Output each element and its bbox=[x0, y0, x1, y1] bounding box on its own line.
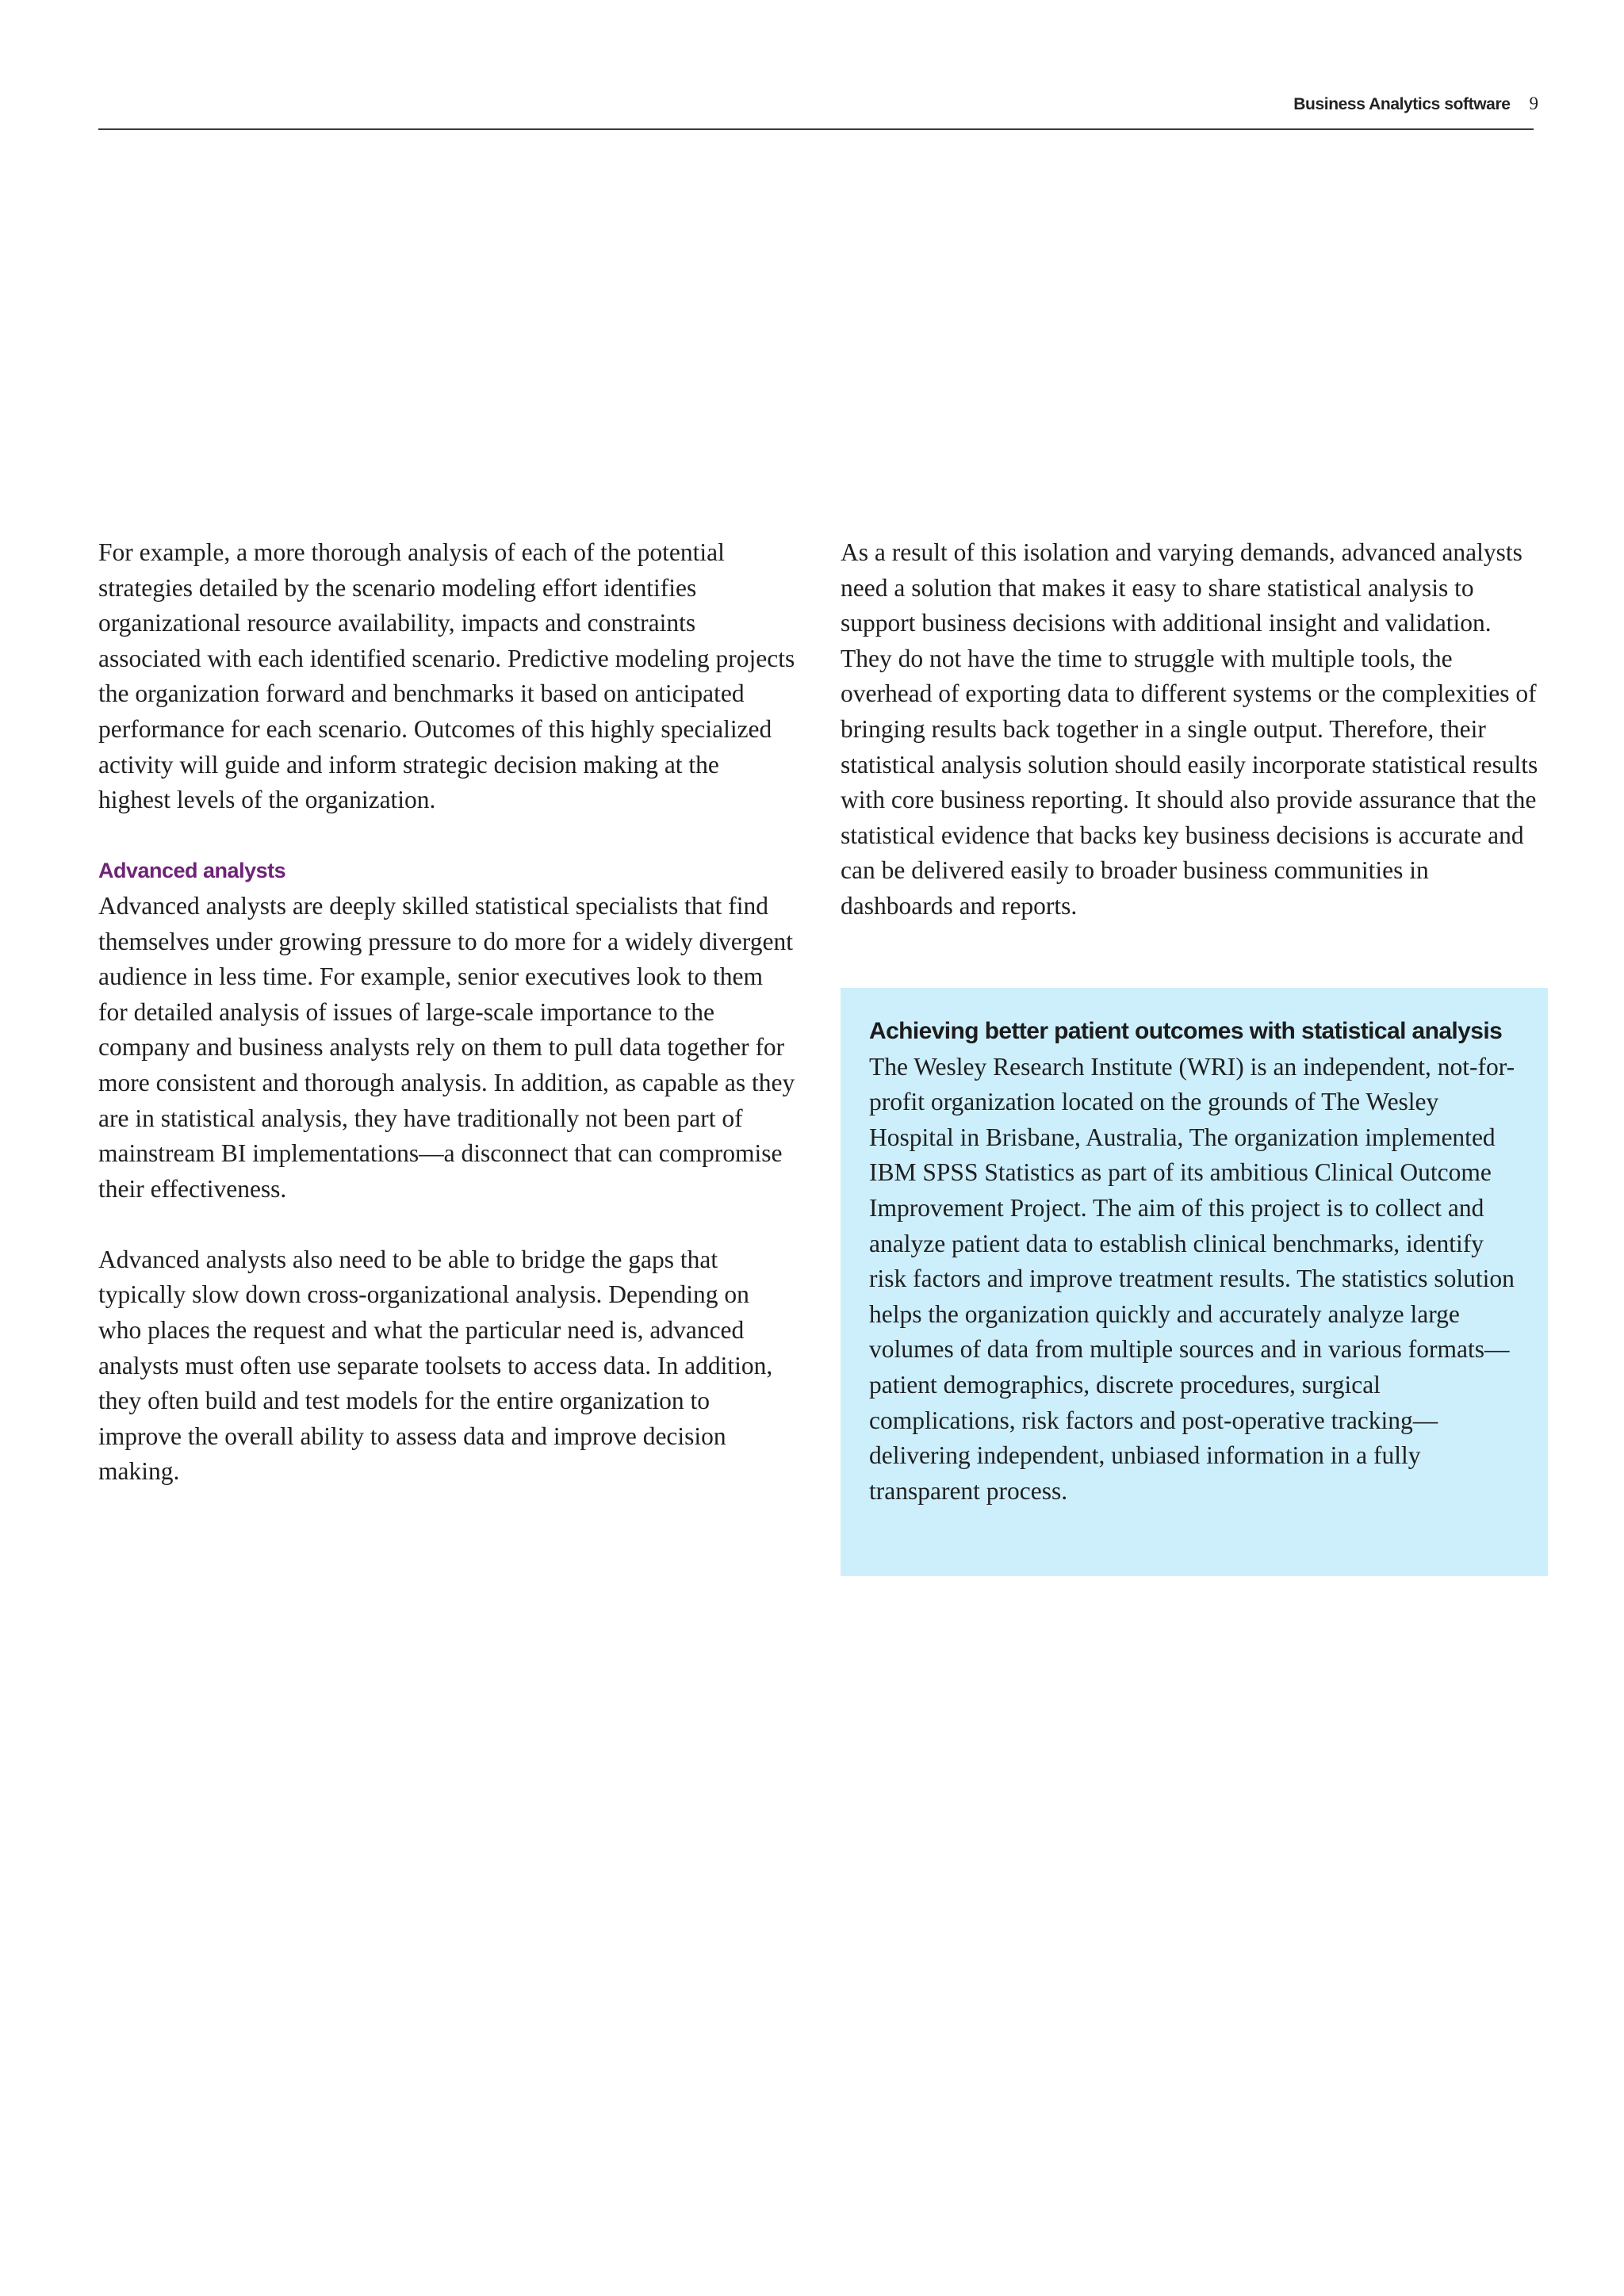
intro-paragraph: For example, a more thorough analysis of each of the potential strategies detailed by the scenario modeling effort identifies organizational resource availability, impacts and constraints associated with each identified scenario. Predictive modeling projects the organization forward and benchmarks it based on anticipated performance for each scenario. Outcomes of this highly specialized activity will guide and inform strategic decision making at the highest levels of the organization. bbox=[98, 538, 795, 814]
right-column bbox=[841, 535, 1542, 924]
advanced-analysts-paragraph-2: Advanced analysts also need to be able to bridge the gaps that typically slow down cross-organizational analysis. Depending on who places the request and what the particular need is, advanced analysts must often use separate toolsets to access data. In addition, they often build and test models for the entire organization to improve the overall ability to assess data and improve decision making. bbox=[98, 1245, 773, 1486]
callout-heading: Achieving better patient outcomes with statistical analysis bbox=[869, 1018, 1503, 1044]
paragraph-spacer bbox=[98, 818, 796, 854]
section-heading-advanced-analysts: Advanced analysts bbox=[98, 859, 286, 883]
left-column bbox=[98, 535, 796, 1490]
callout-body: The Wesley Research Institute (WRI) is an independent, not-for-profit organization located on the grounds of The Wesley Hospital in Brisbane, Australia, The organization implemented IBM SPSS Statistics as part of its ambitious Clinical Outcome Improvement Project. The aim of this project is to collect and analyze patient data to establish clinical benchmarks, identify risk factors and improve treatment results. The statistics solution helps the organization quickly and accurately analyze large volumes of data from multiple sources and in various formats—patient demographics, discrete procedures, surgical complications, risk factors and post-operative tracking—delivering independent, unbiased information in a fully transparent process. bbox=[869, 1052, 1515, 1505]
header-rule bbox=[98, 128, 1534, 130]
page-number: 9 bbox=[1529, 94, 1538, 113]
running-header bbox=[1293, 94, 1538, 114]
advanced-analysts-paragraph-1: Advanced analysts are deeply skilled statistical specialists that find themselves under growing pressure to do more for a widely divergent audience in less time. For example, senior executives look to them for detailed analysis of issues of large-scale importance to the company and business analysts rely on them to pull data together for more consistent and thorough analysis. In addition, as capable as they are in statistical analysis, they have traditionally not been part of mainstream BI implementations—a disconnect that can compromise their effectiveness. bbox=[98, 891, 795, 1203]
running-header-title: Business Analytics software bbox=[1293, 95, 1511, 113]
case-study-callout bbox=[841, 988, 1548, 1576]
right-column-paragraph: As a result of this isolation and varying demands, advanced analysts need a solution that makes it easy to share statistical analysis to support business decisions with additional insight and validation. They do not have the time to struggle with multiple tools, the overhead of exporting data to different systems or the complexities of bringing results back together in a single output. Therefore, their statistical analysis solution should easily incorporate statistical results with core business reporting. It should also provide assurance that the statistical evidence that backs key business decisions is accurate and can be delivered easily to broader business communities in dashboards and reports. bbox=[841, 538, 1538, 920]
